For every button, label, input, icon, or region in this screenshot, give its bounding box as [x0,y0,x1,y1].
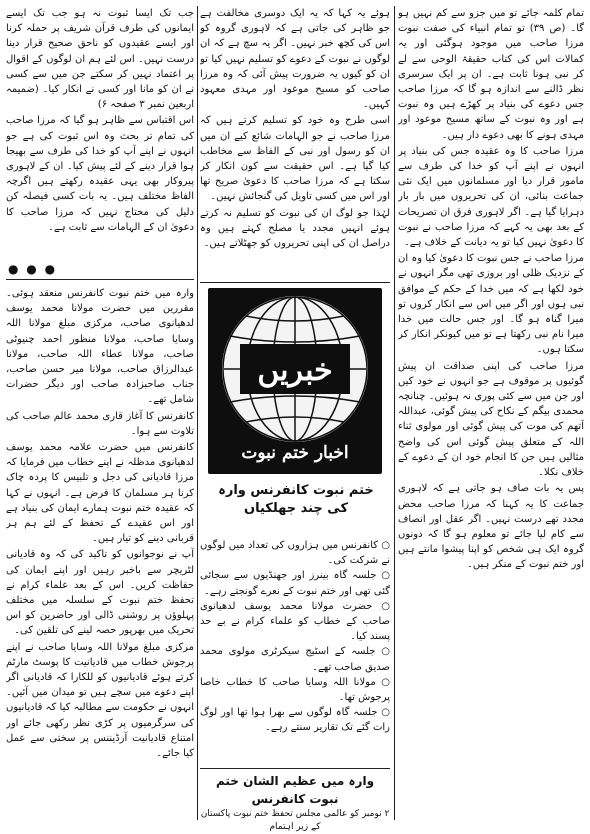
list-item: ○ جلسہ گاہ بینرز اور جھنڈیوں سے سجائی گئی تھی اور ختم نبوت کے نعرے گونجتے رہے۔ [200,570,390,597]
list-item: ○ حضرت مولانا محمد یوسف لدھیانوی صاحب کے خطاب کو علماء کرام نے بے حد پسند کیا۔ [200,600,390,643]
list-item: ○ کانفرنس میں ہزاروں کی تعداد میں لوگوں نے شرکت کی۔ [200,540,390,567]
conference-report [6,286,194,820]
list-item: ○ مولانا اللہ وسایا صاحب کا خطاب خاصا پرجوش تھا۔ [200,676,390,704]
logo-band-text: اخبار ختم نبوت [241,443,349,463]
section-divider-left [6,279,194,280]
paragraph: کانفرنس میں حضرت علامہ محمد یوسف لدھیانوی مدظلہ نے اپنے خطاب میں فرمایا کہ مرزا قادیانی کی دجل و تلبیس کا پردہ چاک کرنا ہر مسلمان کا فرض ہے۔ انہوں نے کہا کہ عقیدہ ختم نبوت ہمارے ایمان کی بنیاد ہے اور اس عقیدے کے تحفظ کے لئے ہم ہر قربانی دینے کو تیار ہیں۔ [6,442,194,545]
paragraph: مرکزی مبلغ مولانا اللہ وسایا صاحب نے اپنے پرجوش خطاب میں قادیانیت کا پوسٹ مارٹم کرتے ہوئے قادیانیوں کو للکارا کہ قادیانی اگر اپنے دعوے میں سچے ہیں تو میدان میں آئیں۔ انہوں نے حکومت سے مطالبہ کیا کہ قادیانیوں کی سرگرمیوں پر کڑی نظر رکھی جائے اور امتناع قادیانیت آرڈیننس پر سختی سے عمل کیا جائے۔ [6,641,194,760]
list-item: ○ جلسہ گاہ لوگوں سے بھرا ہوا تھا اور لوگ رات گئے تک تقاریر سنتے رہے۔ [200,707,390,734]
column-divider-right [394,6,395,820]
conference-subcaption: ۲ نومبر کو عالمی مجلس تحفظ ختم نبوت پاکستان کے زیر اہتمام [200,809,390,832]
column-divider-left [197,6,198,820]
akhbar-khatm-e-nubuwwat-logo [208,288,382,474]
conference-headline: وارہ میں عظیم الشان ختم نبوت کانفرنس [215,774,375,806]
article-middle-top [200,6,390,281]
globe-grid-icon [222,296,368,442]
paragraph: لہٰذا جو لوگ ان کی نبوت کو تسلیم نہ کرتے ہوئے انہیں مجدد یا مصلح کہتے ہیں وہ دراصل ان کی اپنی تحریروں کو جھٹلاتے ہیں۔ [200,207,390,250]
headline-divider [200,768,390,769]
paragraph: مرزا صاحب نے جس نبوت کا دعویٰ کیا وہ ان کے نزدیک ظلی اور بروزی تھی مگر انہوں نے خود لکھا ہے کہ میں خدا کے حکم کے موافق نبی ہوں اور اگر میں اس سے انکار کروں تو میرا گناہ ہو گا۔ اور جس حالت میں خدا میرا نام نبی رکھتا ہے تو میں کیونکر انکار کر سکتا ہوں۔ [398,253,584,356]
paragraph: اسی طرح وہ خود کو تسلیم کرتے ہیں کہ مرزا صاحب نے جو الہامات شائع کیے ان میں ان کو رسول اور نبی کے الفاظ سے مخاطب کیا گیا ہے۔ اس حقیقت سے کون انکار کر سکتا ہے کہ مرزا صاحب کا دعویٰ صریح تھا اور اس میں کسی تاویل کی گنجائش نہیں۔ [200,115,390,203]
paragraph: کانفرنس کا آغاز قاری محمد عالم صاحب کی تلاوت سے ہوا۔ [6,410,194,437]
highlights-headline: ختم نبوت کانفرنس وارہ کی چند جھلکیاں [218,483,374,516]
paragraph: آپ نے نوجوانوں کو تاکید کی کہ وہ قادیانی لٹریچر سے باخبر رہیں اور اپنے ایمان کی حفاظت کریں۔ اس کے بعد علماء کرام نے تحفظ ختم نبوت کے سلسلہ میں مختلف پہلوؤں پر روشنی ڈالی اور حاضرین کو اس تحریک میں بھرپور حصہ لینے کی تلقین کی۔ [6,549,194,637]
paragraph: مرزا صاحب کی اپنی صداقت ان پیش گوئیوں پر موقوف ہے جو انہوں نے خود کیں اور جن میں سے کئی پوری نہ ہوئیں۔ چنانچہ محمدی بیگم کے نکاح کی پیش گوئی، عبداللہ آتھم کی موت کی پیش گوئی اور مولوی ثناء اللہ کے متعلق پیش گوئی اس کی واضح مثالیں ہیں جن کا انجام خود ان کے دعوے کے خلاف نکلا۔ [398,360,584,479]
paragraph: ہوئے یہ کہا کہ یہ ایک دوسری مخالفت ہے جو ظاہر کی جاتی ہے کہ لاہوری گروہ کو اس کی کچھ خبر نہیں۔ اگر یہ سچ ہے کہ ان لوگوں نے نبوت کے دعوے کو تسلیم نہیں کیا تو ان کو کیوں یہ ضرورت پیش آئی کہ وہ مرزا صاحب کو مسیح موعود اور مہدی معہود کہیں۔ [200,8,390,111]
paragraph: پس یہ بات صاف ہو جاتی ہے کہ لاہوری جماعت کا یہ کہنا کہ مرزا صاحب محض مجدد تھے درست نہیں۔ اگر عقل اور انصاف سے کام لیا جائے تو معلوم ہو گا کہ دونوں گروہ ایک ہی شخص کو اپنا پیشوا مانتے ہیں اور ختم نبوت کے منکر ہیں۔ [398,483,584,571]
article-left-top [6,6,194,271]
paragraph: تمام کلمہ جائے تو میں جزو سے کم نہیں ہو گا۔ (ص ۳۹) تو تمام انبیاء کی صفت نبوت مرزا صاحب میں موجود ہوگئی اور یہ کمالات اس کی کتاب حقیقۃ الوحی سے لے کر نبی ہونا ثابت ہے۔ ان پر ایک سرسری نظر ڈالنے سے اندازہ ہو گا کہ مرزا صاحب جس دعوے کی بنیاد پر کھڑے ہیں وہ نبوت ہے اور وہ نبوت کے ساتھ مسیح موعود اور مہدی ہونے کا بھی دعوے دار ہیں۔ [398,8,584,141]
logo-script-text: خبریں [257,353,333,388]
list-item: ○ جلسہ کے اسٹیج سیکرٹری مولوی محمد صدیق صاحب تھے۔ [200,646,390,673]
paragraph: وارہ میں ختم نبوت کانفرنس منعقد ہوئی۔ مقررین میں حضرت مولانا محمد یوسف لدھیانوی صاحب، مرکزی مبلغ مولانا اللہ وسایا صاحب، مولانا منظور احمد چنیوٹی صاحب، مولانا عطاء اللہ صاحب، مولانا عبدالرزاق صاحب، مولانا میر حسن صاحب، جناب صاحبزادہ صاحب اور دیگر حضرات شامل تھے۔ [6,288,194,406]
article-right-column [398,6,584,820]
paragraph: مرزا صاحب کا وہ عقیدہ جس کی بنیاد پر انہوں نے اپنے آپ کو خدا کی طرف سے مامور قرار دیا اور مسلمانوں میں ایک نئی جماعت بنائی، ان کی تحریروں میں بار بار دہرایا گیا ہے۔ اگر لاہوری فرق ان تصریحات کے بعد بھی یہ کہے کہ مرزا صاحب نے نبوت کا دعویٰ نہیں کیا تو یہ دیانت کے خلاف ہے۔ [398,145,584,249]
section-divider-mid [200,282,390,283]
article-end-marks: ● ● ● [8,262,58,276]
paragraph: جب تک ایسا ثبوت نہ ہو جب تک ایسے ایمانوں کی طرف قرآن شریف پر حملہ کرنا اور ایسے عقیدوں کو ناحق صحیح قرار دینا درست نہیں۔ اس لئے ہم ان لوگوں کے اقوال پر اعتماد نہیں کر سکتے جن میں سے کسی نے ان کو مانا اور کسی نے انکار کیا۔ (ضمیمہ اربعین نمبر ۳ صفحہ ۶) [6,8,194,111]
paragraph: اس اقتباس سے ظاہر ہو گیا کہ مرزا صاحب کی تمام تر بحث وہ اس ثبوت کی ہے جو انہوں نے اپنے آپ کو خدا کی طرف سے بھیجا ہوا قرار دینے کے لئے پیش کیا۔ ان کے لاہوری پیروکار بھی یہی عقیدہ رکھتے ہیں اگرچہ الفاظ مختلف ہیں۔ یہ بات کسی فیصلہ کن دلیل کی محتاج نہیں کہ مرزا صاحب کا دعویٰ ان کے الہامات سے ثابت ہے۔ [6,115,194,233]
